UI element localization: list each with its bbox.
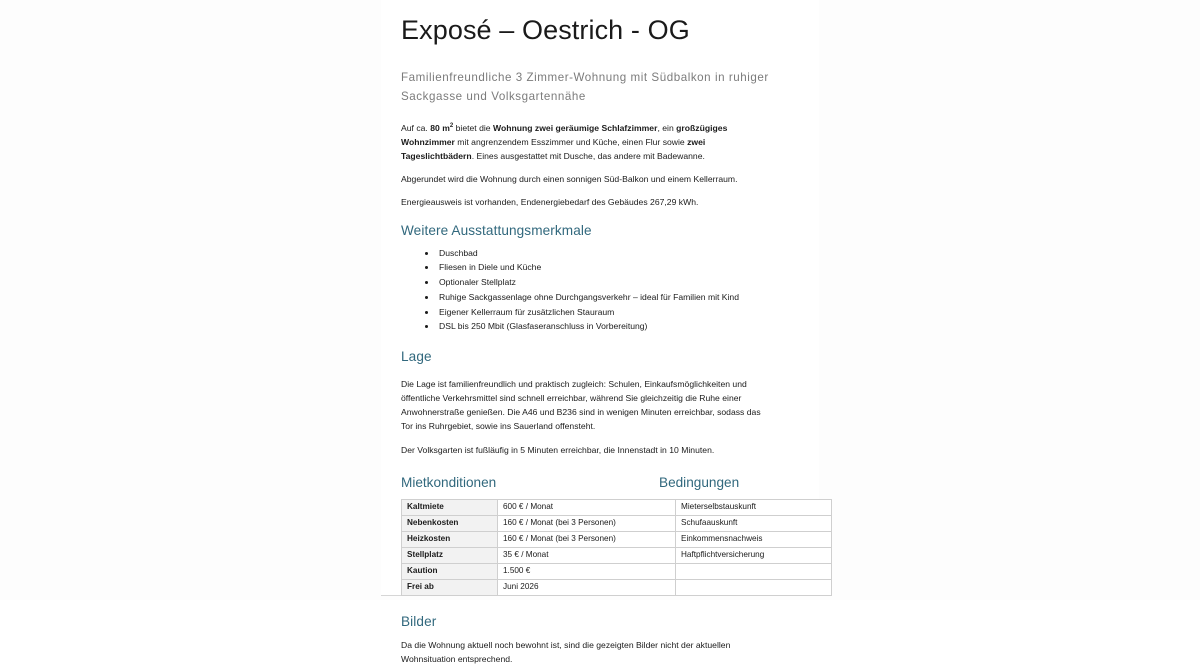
intro-tail: . Eines ausgestattet mit Dusche, das andere mit Badewanne.	[471, 150, 705, 161]
row-label: Heizkosten	[402, 531, 498, 547]
rent-conditions-table	[401, 499, 832, 596]
intro-area-superscript: 2	[449, 123, 454, 130]
images-note: Da die Wohnung aktuell noch bewohnt ist, sind die gezeigten Bilder nicht der aktuellen Wohnsituation entsprechend.	[401, 640, 731, 664]
table-row	[402, 547, 832, 563]
row-condition: Mieterselbstauskunft	[676, 499, 832, 515]
document-subtitle: Familienfreundliche 3 Zimmer-Wohnung mit Südbalkon in ruhiger Sackgasse und Volksgartennähe	[401, 71, 769, 104]
intro-bold-3: zwei Tageslichtbädern	[401, 136, 706, 161]
document-content	[401, 0, 801, 667]
intro-paragraph-2: Abgerundet wird die Wohnung durch einen sonnigen Süd-Balkon und einem Kellerraum.	[401, 173, 738, 184]
intro-mid-3: mit angrenzendem Esszimmer und Küche, einen Flur sowie	[454, 136, 688, 147]
list-item: Duschbad	[439, 246, 801, 261]
row-condition: Haftpflichtversicherung	[676, 547, 832, 563]
features-heading: Weitere Ausstattungsmerkmale	[401, 222, 592, 238]
row-label: Kaution	[402, 563, 498, 579]
location-paragraph-2: Der Volksgarten ist fußläufig in 5 Minuten erreichbar, die Innenstadt in 10 Minuten.	[401, 444, 715, 455]
row-condition: Einkommensnachweis	[676, 531, 832, 547]
intro-prefix: Auf ca.	[401, 122, 431, 133]
table-row	[402, 531, 832, 547]
document-page	[381, 0, 819, 664]
list-item: DSL bis 250 Mbit (Glasfaseranschluss in Vorbereitung)	[439, 319, 801, 334]
intro-area	[430, 123, 453, 133]
features-list	[401, 240, 801, 335]
row-label: Kaltmiete	[402, 499, 498, 515]
conditions-table-heading: Bedingungen	[659, 474, 740, 490]
row-value: 160 € / Monat (bei 3 Personen)	[498, 531, 676, 547]
intro-bold-2: großzügiges Wohnzimmer	[401, 122, 728, 147]
list-item: Eigener Kellerraum für zusätzlichen Stauraum	[439, 305, 801, 320]
row-label: Nebenkosten	[402, 515, 498, 531]
table-row	[402, 579, 832, 595]
row-value: 160 € / Monat (bei 3 Personen)	[498, 515, 676, 531]
images-heading: Bilder	[401, 614, 437, 630]
list-item: Optionaler Stellplatz	[439, 275, 801, 290]
intro-paragraph-3: Energieausweis ist vorhanden, Endenergiebedarf des Gebäudes 267,29 kWh.	[401, 196, 699, 207]
rent-table-heading: Mietkonditionen	[401, 474, 497, 490]
row-condition	[676, 563, 832, 579]
page-title: Exposé – Oestrich - OG	[401, 15, 690, 45]
intro-area-value: 80 m	[430, 122, 450, 133]
row-label: Frei ab	[402, 579, 498, 595]
table-row	[402, 515, 832, 531]
intro-bold-1: Wohnung zwei geräumige Schlafzimmer	[493, 122, 658, 133]
row-condition	[676, 579, 832, 595]
table-headings-row	[401, 475, 801, 494]
row-value: 35 € / Monat	[498, 547, 676, 563]
table-row	[402, 499, 832, 515]
table-body	[402, 499, 832, 595]
row-condition: Schufaauskunft	[676, 515, 832, 531]
row-value: 1.500 €	[498, 563, 676, 579]
table-row	[402, 563, 832, 579]
intro-mid-1: bietet die	[453, 122, 493, 133]
conditions-tables	[401, 458, 801, 596]
list-item: Fliesen in Diele und Küche	[439, 260, 801, 275]
intro-paragraph-1	[401, 107, 756, 164]
location-heading: Lage	[401, 349, 432, 365]
row-label: Stellplatz	[402, 547, 498, 563]
list-item: Ruhige Sackgassenlage ohne Durchgangsverkehr – ideal für Familien mit Kind	[439, 290, 801, 305]
row-value: Juni 2026	[498, 579, 676, 595]
location-paragraph-1: Die Lage ist familienfreundlich und praktisch zugleich: Schulen, Einkaufsmöglichkeiten und öffentliche Verkehrsmittel sind schnell erreichbar, während Sie gleichzeitig die Ruhe einer Anwohnerstraße genießen. Die A46 und B236 sind in wenigen Minuten erreichbar, sodass das Tor ins Ruhrgebiet, sowie ins Sauerland offensteht.	[401, 379, 761, 431]
row-value: 600 € / Monat	[498, 499, 676, 515]
intro-mid-2: , ein	[657, 122, 677, 133]
